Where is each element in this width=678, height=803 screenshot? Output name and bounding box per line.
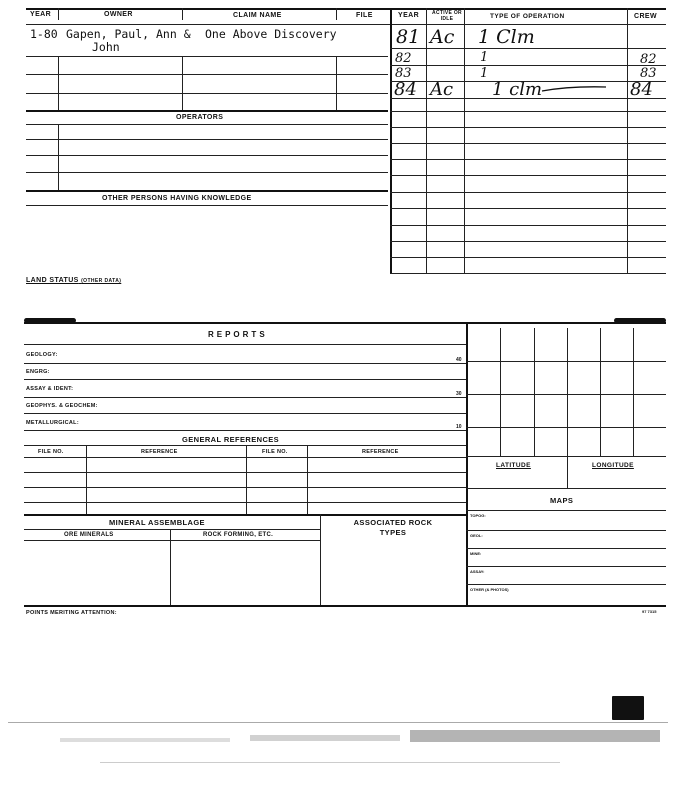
scan-noise xyxy=(60,738,230,742)
mineral-line xyxy=(24,529,320,530)
header-crew: CREW xyxy=(634,13,657,20)
op-year-82: 82 xyxy=(395,51,412,66)
op-year-84: 84 xyxy=(394,79,417,100)
op-status-84: Ac xyxy=(430,79,454,100)
maps-geol: GEOL: xyxy=(470,533,483,538)
header-year-ops: YEAR xyxy=(398,12,420,19)
ops-line xyxy=(390,208,666,209)
report-geology-num: 40 xyxy=(456,357,462,363)
land-status-heading xyxy=(26,277,121,284)
grid-hline xyxy=(466,488,666,489)
gen-ref-line xyxy=(24,445,466,446)
points-meriting-attention: POINTS MERITING ATTENTION: xyxy=(26,610,117,616)
form-number: 97 7315 xyxy=(642,609,657,614)
operators-line xyxy=(26,190,388,192)
mineral-line xyxy=(24,540,320,541)
op-year-83: 83 xyxy=(395,66,412,81)
associated-rock-types: ASSOCIATED ROCK TYPES xyxy=(353,518,433,537)
reports-line xyxy=(24,413,466,414)
header-active-idle: ACTIVE OR IDLE xyxy=(432,10,462,22)
gen-ref-line xyxy=(24,457,466,458)
handwritten-stroke xyxy=(540,82,610,96)
ops-line xyxy=(390,127,666,128)
ops-line xyxy=(390,257,666,258)
gen-ref-line xyxy=(24,487,466,488)
op-type-82: 1 xyxy=(480,50,489,65)
divider xyxy=(182,8,183,20)
maps-line xyxy=(466,510,666,511)
bottom-border xyxy=(24,605,666,607)
scan-noise xyxy=(8,722,668,723)
ops-line xyxy=(390,225,666,226)
land-status-sub: (OTHER DATA) xyxy=(81,278,122,284)
operators-heading: OPERATORS xyxy=(176,114,224,121)
header-claim-name: CLAIM NAME xyxy=(233,12,282,19)
header-bottom xyxy=(26,24,666,25)
gen-ref-col-ref2: REFERENCE xyxy=(362,449,399,455)
divider xyxy=(58,8,59,20)
reports-line xyxy=(24,430,466,431)
reports-heading: R E P O R T S xyxy=(208,330,266,339)
grid-vline xyxy=(567,328,568,488)
grid-hline xyxy=(466,427,666,428)
grid-hline xyxy=(466,361,666,362)
mineral-col-rock: ROCK FORMING, ETC. xyxy=(203,532,274,538)
reports-top-border xyxy=(24,322,666,324)
maps-line xyxy=(466,530,666,531)
other-persons-line xyxy=(26,205,388,206)
maps-line xyxy=(466,566,666,567)
owner-line xyxy=(26,56,388,57)
owner-name-line2: John xyxy=(92,40,120,54)
divider xyxy=(58,56,59,110)
owner-line xyxy=(26,110,388,112)
maps-mine: MINE: xyxy=(470,551,482,556)
owner-name-line1: Gapen, Paul, Ann & xyxy=(66,27,191,41)
divider xyxy=(182,56,183,110)
owner-line xyxy=(26,93,388,94)
divider xyxy=(86,445,87,514)
op-crew-84: 84 xyxy=(630,79,653,100)
maps-heading: MAPS xyxy=(550,496,574,505)
header-type-operation: TYPE OF OPERATION xyxy=(490,13,565,20)
reports-line xyxy=(24,363,466,364)
latitude-label: LATITUDE xyxy=(496,462,531,469)
ops-line xyxy=(390,111,666,112)
land-status-label: LAND STATUS xyxy=(26,277,79,284)
operators-line xyxy=(26,155,388,156)
divider xyxy=(336,8,337,20)
divider xyxy=(320,514,321,605)
ops-line xyxy=(390,192,666,193)
ops-line xyxy=(390,241,666,242)
header-file: FILE xyxy=(356,12,373,19)
gen-ref-col-ref1: REFERENCE xyxy=(141,449,178,455)
report-geophys: GEOPHYS. & GEOCHEM: xyxy=(26,403,98,409)
grid-vline xyxy=(600,328,601,456)
maps-line xyxy=(466,584,666,585)
divider xyxy=(58,124,59,190)
claim-name: One Above Discovery xyxy=(205,27,337,41)
grid-vline xyxy=(534,328,535,456)
operators-line xyxy=(26,139,388,140)
divider xyxy=(170,529,171,605)
header-year: YEAR xyxy=(30,11,52,18)
other-persons-heading: OTHER PERSONS HAVING KNOWLEDGE xyxy=(102,195,252,202)
owner-years: 1-80 xyxy=(30,27,58,41)
general-references-heading: GENERAL REFERENCES xyxy=(182,435,280,444)
report-engrg: ENGRG: xyxy=(26,369,50,375)
op-type-84: 1 clm xyxy=(492,79,543,100)
ops-line xyxy=(390,48,666,49)
maps-other: OTHER (& PHOTOS) xyxy=(470,587,509,592)
gen-ref-line xyxy=(24,502,466,503)
op-type-83: 1 xyxy=(480,66,489,81)
scan-noise xyxy=(410,730,660,742)
right-panel-border xyxy=(466,322,468,605)
maps-assay: ASSAY: xyxy=(470,569,485,574)
scan-noise xyxy=(100,762,560,763)
top-border xyxy=(26,8,666,10)
op-year-81: 81 xyxy=(396,26,421,48)
reports-line xyxy=(24,397,466,398)
maps-topog: TOPOG: xyxy=(470,513,486,518)
ops-line xyxy=(390,143,666,144)
owner-line xyxy=(26,74,388,75)
ops-line xyxy=(390,273,666,274)
divider xyxy=(246,445,247,514)
report-geology: GEOLOGY: xyxy=(26,352,58,358)
mineral-col-ore: ORE MINERALS xyxy=(64,532,114,538)
reports-line xyxy=(24,344,466,345)
op-crew-83: 83 xyxy=(640,66,657,81)
report-metallurgical: METALLURGICAL: xyxy=(26,420,79,426)
gen-ref-line xyxy=(24,472,466,473)
report-metallurgical-num: 10 xyxy=(456,424,462,430)
operators-line xyxy=(26,172,388,173)
reports-line xyxy=(24,379,466,380)
mineral-assemblage-heading: MINERAL ASSEMBLAGE xyxy=(109,518,205,527)
report-assay: ASSAY & IDENT: xyxy=(26,386,74,392)
maps-line xyxy=(466,548,666,549)
report-assay-num: 30 xyxy=(456,391,462,397)
grid-hline xyxy=(466,394,666,395)
op-status-81: Ac xyxy=(430,26,455,48)
gen-ref-col-file1: FILE NO. xyxy=(38,449,64,455)
op-crew-82: 82 xyxy=(640,52,657,67)
gen-ref-col-file2: FILE NO. xyxy=(262,449,288,455)
ops-line xyxy=(390,65,666,66)
longitude-label: LONGITUDE xyxy=(592,462,634,469)
divider xyxy=(307,445,308,514)
scan-artifact-block xyxy=(612,696,644,720)
grid-vline xyxy=(633,328,634,456)
scan-noise xyxy=(250,735,400,741)
operators-line xyxy=(26,124,388,125)
grid-vline xyxy=(500,328,501,456)
ops-line xyxy=(390,159,666,160)
header-owner: OWNER xyxy=(104,11,133,18)
grid-hline xyxy=(466,456,666,457)
ops-line xyxy=(390,175,666,176)
divider xyxy=(336,56,337,110)
gen-ref-bottom xyxy=(24,514,466,516)
op-type-81: 1 Clm xyxy=(478,26,535,48)
